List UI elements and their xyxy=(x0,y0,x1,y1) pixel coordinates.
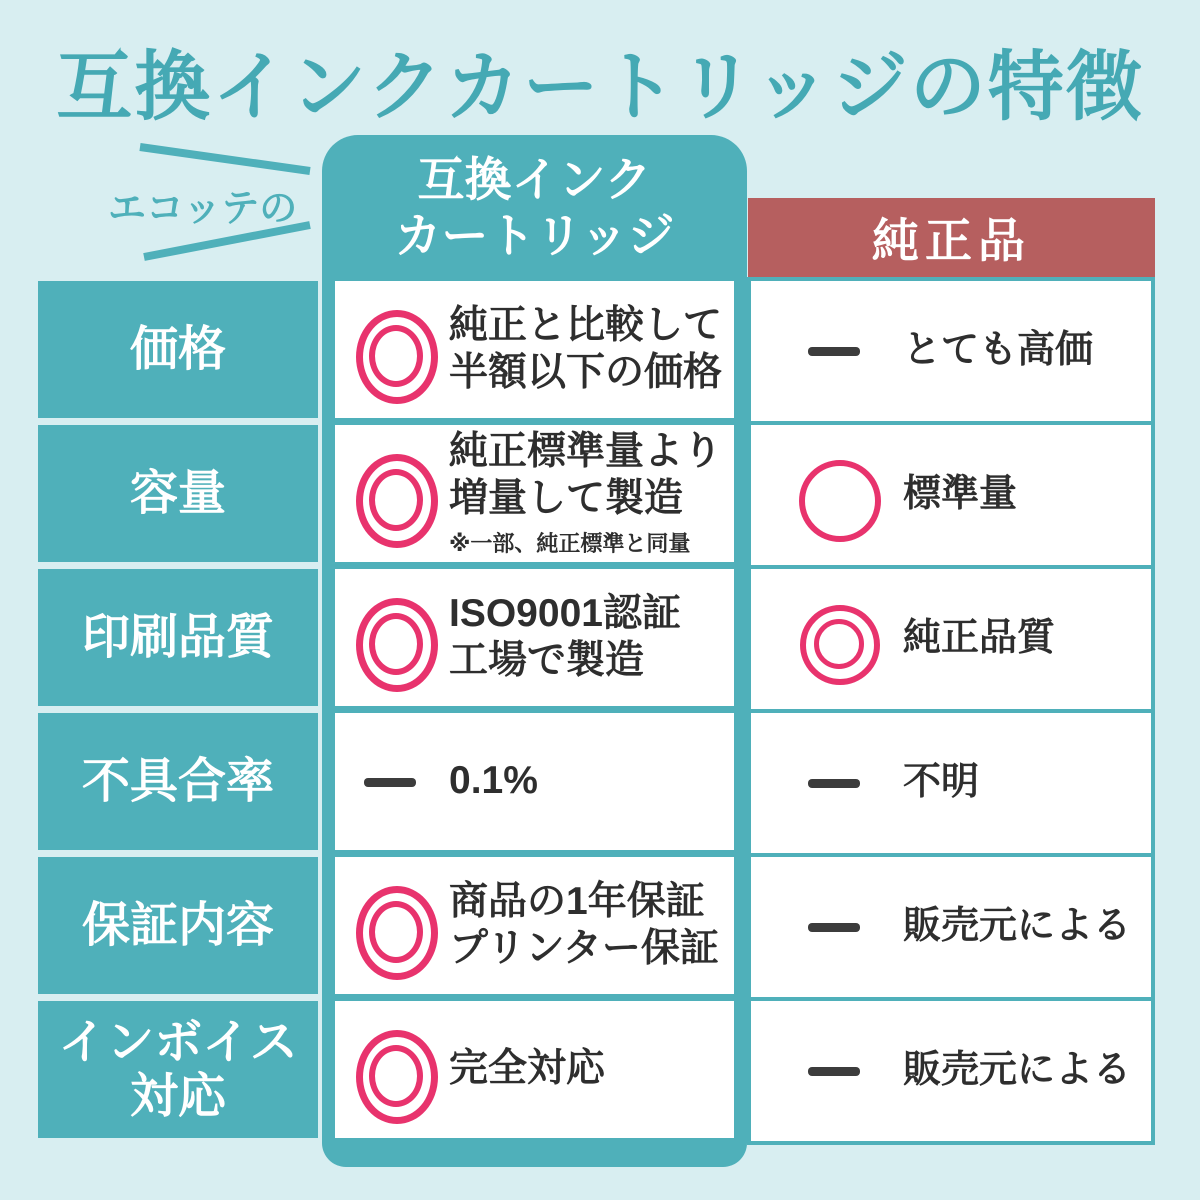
double-circle-icon xyxy=(355,1025,425,1115)
compatible-text-warranty: 商品の1年保証 プリンター保証 xyxy=(449,879,719,970)
single-circle-icon xyxy=(799,450,869,540)
compatible-cell-capacity xyxy=(335,425,734,562)
compatible-column-header xyxy=(322,135,747,281)
genuine-cell-defect-rate xyxy=(747,709,1155,857)
genuine-cell-warranty xyxy=(747,853,1155,1001)
page-title: 互換インクカートリッジの特徴 xyxy=(56,45,1144,130)
genuine-text-warranty: 販売元による xyxy=(903,905,1132,948)
compatible-cell-defect-rate xyxy=(335,713,734,850)
brand-note xyxy=(100,133,318,273)
row-label-quality: 印刷品質 xyxy=(38,569,318,706)
double-circle-icon xyxy=(799,594,869,684)
dash-icon xyxy=(799,882,869,972)
compatible-cell-warranty xyxy=(335,857,734,994)
row-label-column xyxy=(38,281,318,1138)
row-label-price: 価格 xyxy=(38,281,318,418)
dash-icon xyxy=(799,306,869,396)
dash-icon xyxy=(799,738,869,828)
capacity-note: ※一部、純正標準と同量 xyxy=(449,531,691,557)
row-label-capacity: 容量 xyxy=(38,425,318,562)
compatible-cell-price xyxy=(335,281,734,418)
genuine-cell-price xyxy=(747,277,1155,425)
dash-icon xyxy=(799,1026,869,1116)
genuine-cell-quality xyxy=(747,565,1155,713)
genuine-cell-capacity xyxy=(747,421,1155,569)
compatible-text-defect-rate: 0.1% xyxy=(449,759,538,803)
compatible-header-line1: 互換インク xyxy=(417,152,652,206)
compatible-cell-invoice xyxy=(335,1001,734,1138)
compatible-text-capacity: 純正標準量より 増量して製造 ※一部、純正標準と同量 xyxy=(449,429,723,557)
compatible-cells xyxy=(335,281,734,1138)
compatible-cell-quality xyxy=(335,569,734,706)
double-circle-icon xyxy=(355,593,425,683)
double-circle-icon xyxy=(355,881,425,971)
compatible-column-frame xyxy=(322,135,747,1167)
genuine-text-price: とても高価 xyxy=(903,329,1094,372)
genuine-column-header: 純正品 xyxy=(748,198,1155,277)
genuine-text-capacity: 標準量 xyxy=(903,473,1018,516)
dash-icon xyxy=(355,737,425,827)
compatible-header-line2: カートリッジ xyxy=(394,209,675,262)
row-label-warranty: 保証内容 xyxy=(38,857,318,994)
row-label-invoice: インボイス 対応 xyxy=(38,1001,318,1138)
compatible-text-invoice: 完全対応 xyxy=(449,1047,606,1091)
compatible-text-price: 純正と比較して 半額以下の価格 xyxy=(449,303,723,394)
genuine-cell-invoice xyxy=(747,997,1155,1145)
compatible-text-quality: ISO9001認証 工場で製造 xyxy=(449,591,681,682)
brand-note-label: エコッテの xyxy=(108,188,298,230)
genuine-text-invoice: 販売元による xyxy=(903,1049,1132,1092)
genuine-text-defect-rate: 不明 xyxy=(903,761,980,804)
row-label-defect-rate: 不具合率 xyxy=(38,713,318,850)
genuine-cells xyxy=(747,277,1155,1145)
genuine-text-quality: 純正品質 xyxy=(903,617,1056,660)
double-circle-icon xyxy=(355,305,425,395)
double-circle-icon xyxy=(355,449,425,539)
